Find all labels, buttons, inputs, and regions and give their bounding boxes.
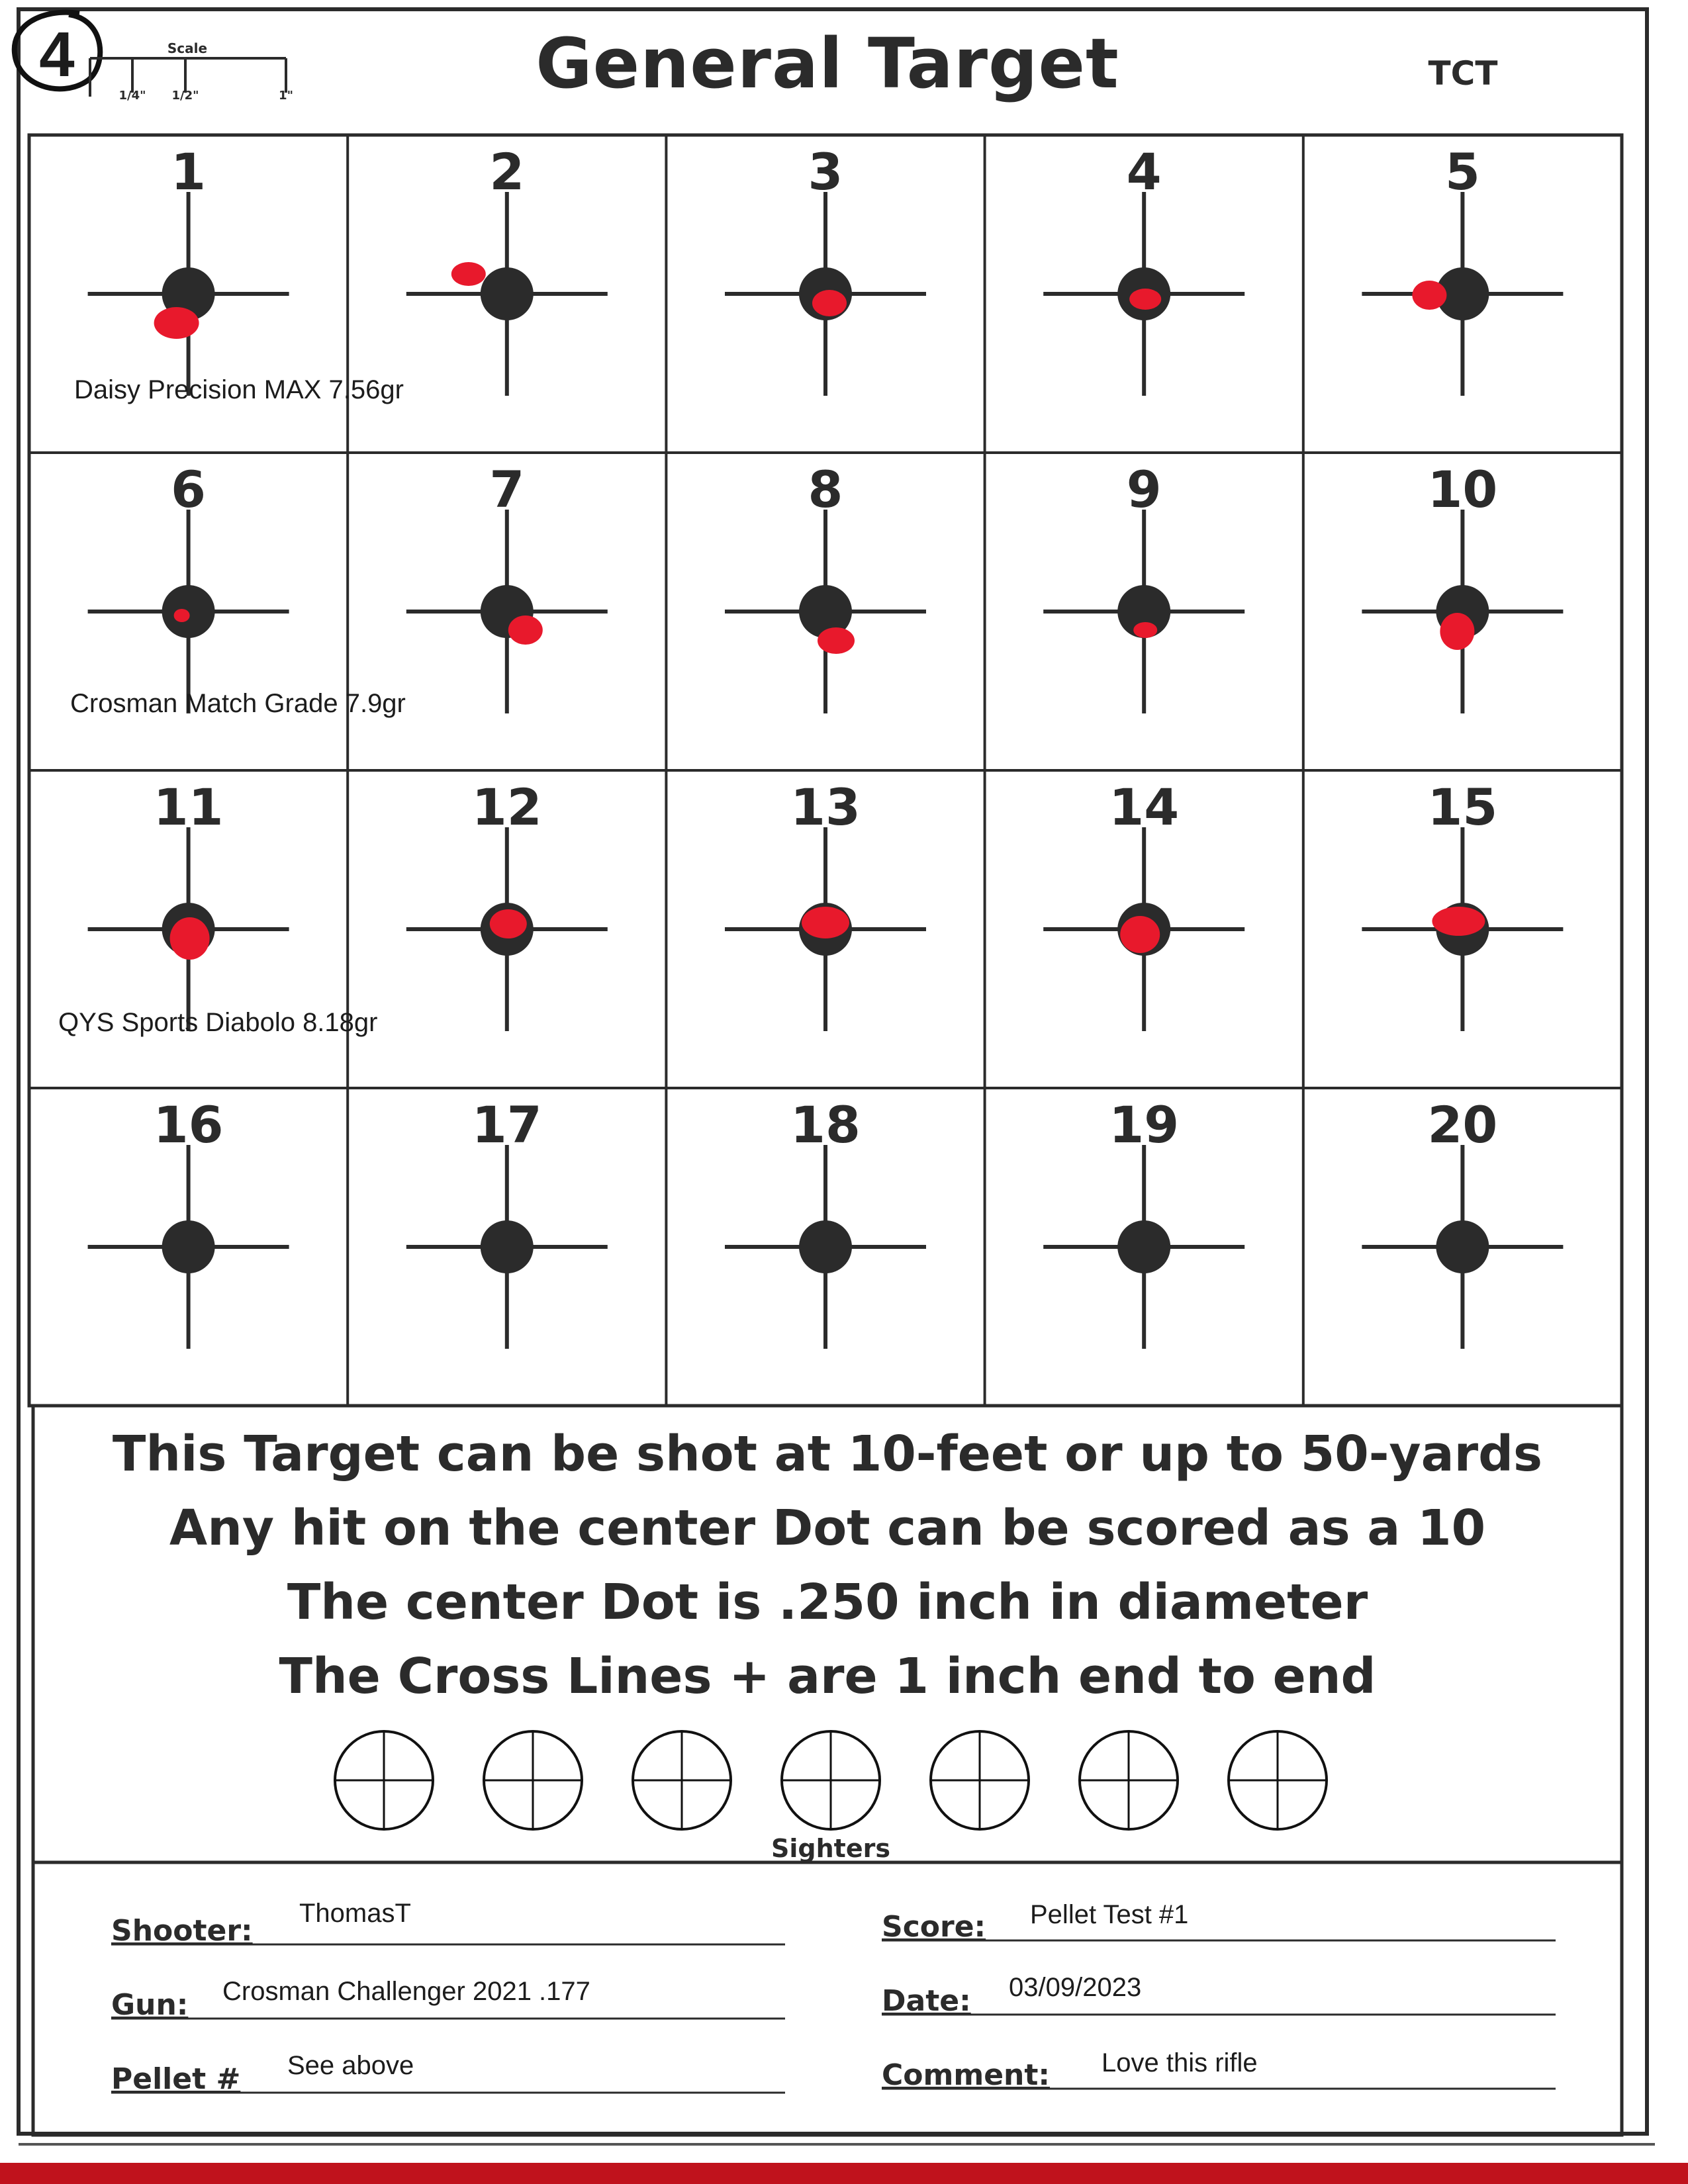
pellet-hole xyxy=(802,907,849,938)
instruction-line-1: This Target can be shot at 10-feet or up to 50-yards xyxy=(112,1426,1543,1482)
target-8 xyxy=(725,460,926,713)
page-number: 4 xyxy=(39,19,75,90)
date-value: 03/09/2023 xyxy=(1009,1973,1142,2002)
pellet-hole xyxy=(174,609,190,622)
target-16 xyxy=(88,1095,289,1349)
center-dot xyxy=(162,585,215,638)
pellet-value: See above xyxy=(287,2051,414,2080)
sighter-circle xyxy=(633,1731,731,1829)
gun-label: Gun: xyxy=(111,1988,189,2022)
score-label: Score: xyxy=(882,1910,986,1944)
target-number: 4 xyxy=(1126,142,1162,201)
instruction-line-3: The center Dot is .250 inch in diameter xyxy=(287,1574,1368,1631)
center-dot xyxy=(481,1220,534,1273)
score-field[interactable] xyxy=(882,1900,1556,1944)
target-number: 14 xyxy=(1109,778,1180,837)
target-number: 3 xyxy=(808,142,843,201)
pellet-hole xyxy=(818,627,855,654)
sighter-circle xyxy=(335,1731,433,1829)
sighter-circle xyxy=(931,1731,1029,1829)
target-13 xyxy=(725,778,926,1031)
target-20 xyxy=(1362,1095,1563,1349)
center-dot xyxy=(799,1220,852,1273)
pellet-hole xyxy=(1133,622,1157,638)
gun-field[interactable] xyxy=(111,1977,785,2022)
target-3 xyxy=(725,142,926,396)
pellet-hole xyxy=(1129,289,1161,310)
sighter-circle xyxy=(1080,1731,1178,1829)
pellet-hole xyxy=(1440,613,1474,650)
center-dot xyxy=(162,1220,215,1273)
target-number: 2 xyxy=(489,142,525,201)
target-number: 13 xyxy=(790,778,861,837)
target-7 xyxy=(406,460,608,713)
comment-field[interactable] xyxy=(882,2048,1556,2092)
comment-value: Love this rifle xyxy=(1102,2048,1258,2077)
tct-logo: TCT xyxy=(1428,54,1498,93)
target-5 xyxy=(1362,142,1563,396)
sighter-circle xyxy=(484,1731,582,1829)
shooter-value: ThomasT xyxy=(299,1899,411,1928)
target-number: 6 xyxy=(171,460,207,519)
target-4 xyxy=(1043,142,1244,396)
scale-tick-inch: 1" xyxy=(279,89,293,103)
red-backing-edge xyxy=(0,2163,1688,2184)
sighter-circle xyxy=(782,1731,880,1829)
target-number: 1 xyxy=(171,142,207,201)
shooter-label: Shooter: xyxy=(111,1914,253,1948)
target-2 xyxy=(406,142,608,396)
target-10 xyxy=(1362,460,1563,713)
scale-label: Scale xyxy=(167,40,208,56)
sheet-border xyxy=(19,9,1647,2134)
comment-label: Comment: xyxy=(882,2058,1051,2092)
pellet-hole xyxy=(451,262,486,286)
pellet-label: Pellet # xyxy=(111,2062,241,2096)
target-1 xyxy=(88,142,289,396)
target-number: 15 xyxy=(1427,778,1498,837)
target-number: 9 xyxy=(1126,460,1162,519)
pellet-hole xyxy=(812,290,847,316)
target-15 xyxy=(1362,778,1563,1031)
scale-bar xyxy=(90,40,293,103)
shooter-field[interactable] xyxy=(111,1899,785,1948)
instruction-line-4: The Cross Lines + are 1 inch end to end xyxy=(279,1648,1376,1705)
pellet-hole xyxy=(170,917,210,960)
score-value: Pellet Test #1 xyxy=(1030,1900,1189,1929)
target-number: 19 xyxy=(1109,1095,1180,1154)
target-grid xyxy=(29,135,1622,1406)
target-number: 7 xyxy=(489,460,525,519)
page-number-badge xyxy=(15,13,101,90)
target-number: 18 xyxy=(790,1095,861,1154)
gun-value: Crosman Challenger 2021 .177 xyxy=(222,1977,590,2006)
target-18 xyxy=(725,1095,926,1349)
target-number: 8 xyxy=(808,460,843,519)
target-6 xyxy=(88,460,289,713)
target-number: 11 xyxy=(153,778,224,837)
target-number: 20 xyxy=(1427,1095,1498,1154)
sighters-row xyxy=(335,1731,1327,1829)
center-dot xyxy=(481,267,534,320)
pellet-label-row-2: Crosman Match Grade 7.9gr xyxy=(70,689,406,718)
target-14 xyxy=(1043,778,1244,1031)
pellet-label-row-1: Daisy Precision MAX 7.56gr xyxy=(74,375,404,404)
target-9 xyxy=(1043,460,1244,713)
target-number: 10 xyxy=(1427,460,1498,519)
sighter-circle xyxy=(1229,1731,1327,1829)
pellet-hole xyxy=(490,909,527,938)
target-number: 12 xyxy=(471,778,542,837)
target-11 xyxy=(88,778,289,1031)
target-number: 17 xyxy=(471,1095,542,1154)
target-12 xyxy=(406,778,608,1031)
pellet-hole xyxy=(1412,281,1446,310)
target-19 xyxy=(1043,1095,1244,1349)
target-number: 5 xyxy=(1444,142,1480,201)
center-dot xyxy=(1117,1220,1170,1273)
scale-tick-half: 1/2" xyxy=(171,89,199,103)
scale-tick-quarter: 1/4" xyxy=(118,89,146,103)
pellet-hole xyxy=(508,615,543,645)
sighters-label: Sighters xyxy=(771,1834,890,1863)
target-17 xyxy=(406,1095,608,1349)
center-dot xyxy=(1436,1220,1489,1273)
pellet-hole xyxy=(154,307,199,339)
target-number: 16 xyxy=(153,1095,224,1154)
pellet-label-row-3: QYS Sports Diabolo 8.18gr xyxy=(58,1008,378,1037)
date-label: Date: xyxy=(882,1984,971,2018)
instruction-line-2: Any hit on the center Dot can be scored as a 10 xyxy=(169,1500,1486,1557)
pellet-field[interactable] xyxy=(111,2051,785,2096)
page-title: General Target xyxy=(536,23,1119,104)
pellet-hole xyxy=(1432,907,1485,936)
pellet-hole xyxy=(1120,916,1160,953)
date-field[interactable] xyxy=(882,1973,1556,2018)
